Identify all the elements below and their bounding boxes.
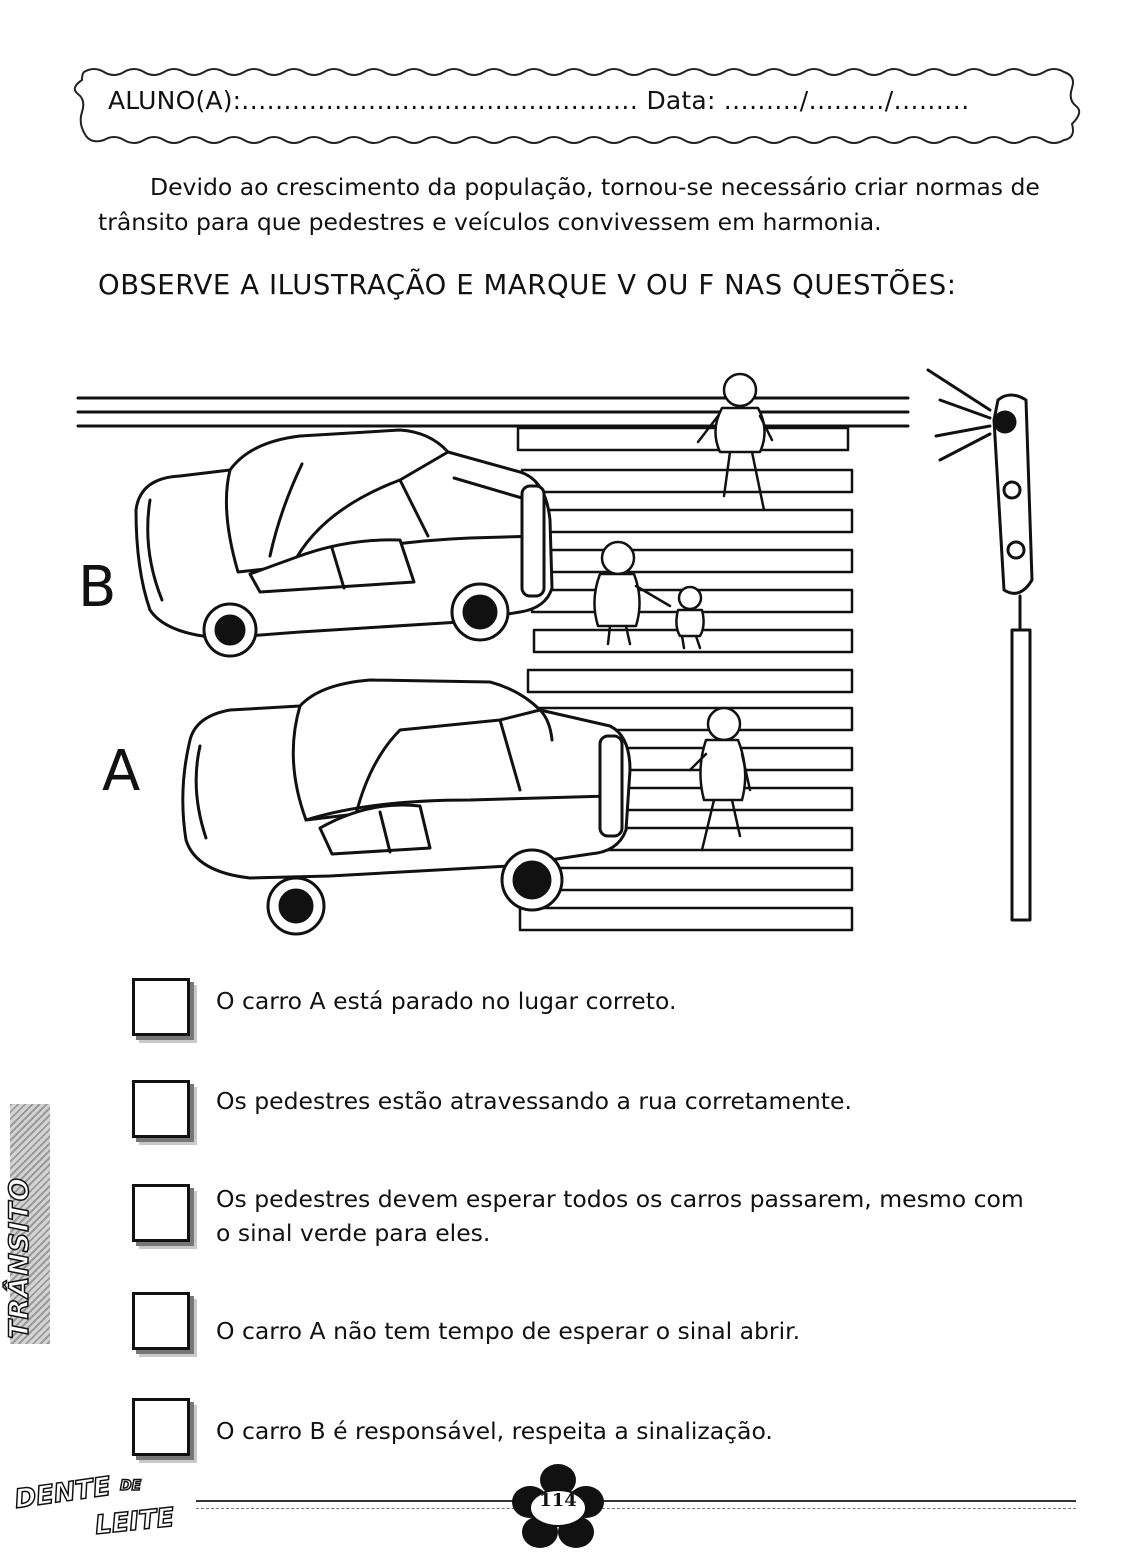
header-line	[108, 86, 1058, 115]
car-a-drawing	[183, 680, 630, 934]
car-a-label: A	[102, 739, 141, 804]
answer-box-5[interactable]	[132, 1398, 190, 1456]
pedestrian-adult-middle	[594, 542, 670, 644]
question-3: Os pedestres devem esperar todos os carros passarem, mesmo com o sinal verde para eles.	[216, 1185, 1024, 1247]
answer-box-1[interactable]	[132, 978, 190, 1036]
traffic-light	[928, 370, 1032, 920]
answer-box-2[interactable]	[132, 1080, 190, 1138]
traffic-illustration	[70, 360, 1070, 960]
brand-top: DENTE	[12, 1471, 113, 1515]
car-b-drawing	[136, 430, 552, 656]
student-name-field[interactable]: ...............................................	[241, 86, 639, 115]
pedestrian-child	[676, 587, 703, 648]
question-2: Os pedestres estão atravessando a rua corretamente.	[216, 1087, 852, 1115]
car-b-label: B	[78, 555, 117, 620]
answer-box-4[interactable]	[132, 1292, 190, 1350]
intro-paragraph: Devido ao crescimento da população, tornou-se necessário criar normas de trânsito para que pedestres e veículos convivessem em harmonia.	[98, 173, 1040, 236]
sidewalk-lines	[78, 398, 908, 426]
brand-small: DE	[120, 1478, 142, 1494]
page-number: 114	[539, 1490, 577, 1511]
date-field[interactable]: ........./........./.........	[723, 86, 970, 115]
brand-logo	[10, 1462, 185, 1552]
date-label: Data:	[646, 86, 716, 115]
answer-box-3[interactable]	[132, 1184, 190, 1242]
footer-divider	[196, 1500, 1076, 1509]
student-label: ALUNO(A):	[108, 86, 242, 115]
side-label: TRÂNSITO	[4, 1177, 35, 1339]
question-4: O carro A não tem tempo de esperar o sinal abrir.	[216, 1317, 801, 1345]
question-5: O carro B é responsável, respeita a sinalização.	[216, 1417, 773, 1445]
brand-bottom: LEITE	[93, 1502, 176, 1541]
pedestrian-top	[698, 374, 772, 510]
instruction-heading: OBSERVE A ILUSTRAÇÃO E MARQUE V OU F NAS QUESTÕES:	[98, 269, 957, 301]
question-1: O carro A está parado no lugar correto.	[216, 987, 677, 1015]
